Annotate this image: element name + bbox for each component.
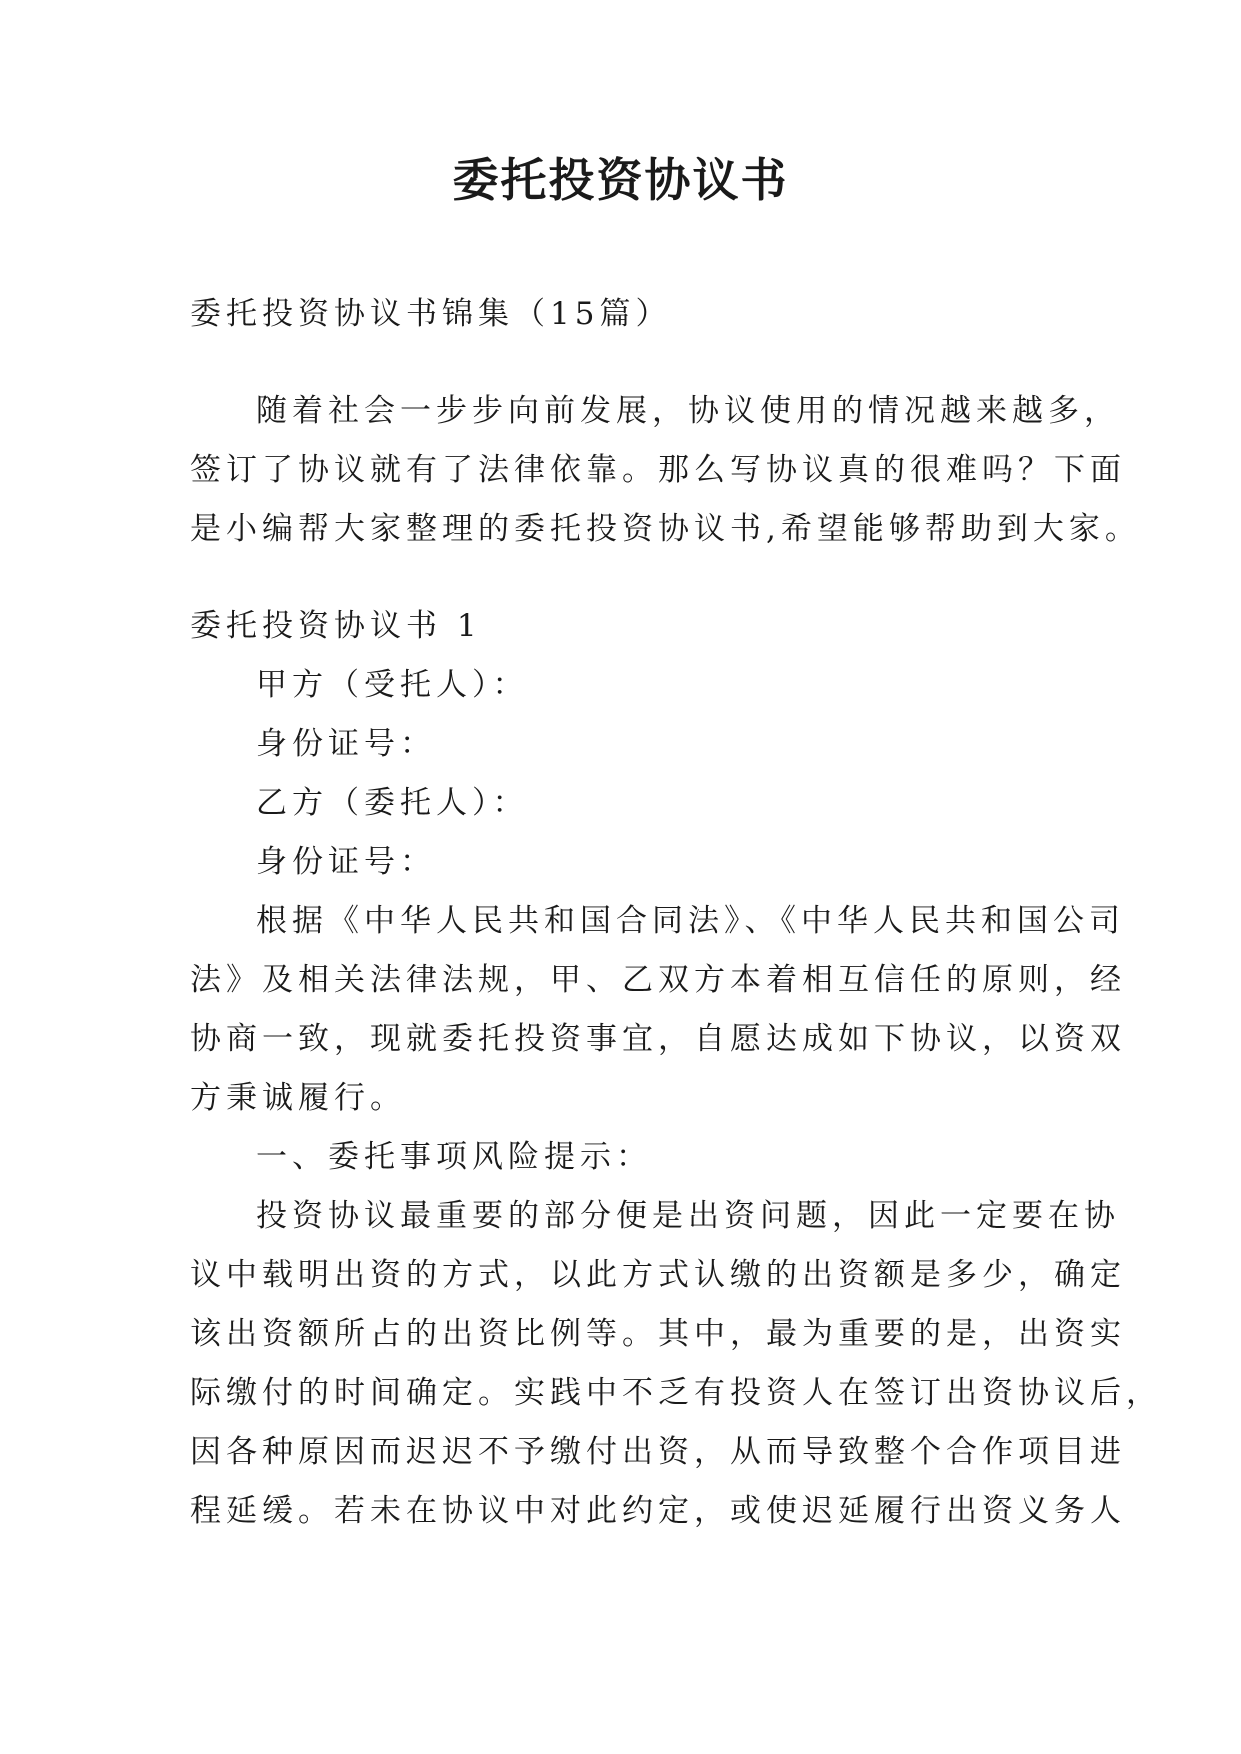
document-body xyxy=(190,285,1162,1541)
intro-line: 是小编帮大家整理的委托投资协议书,希望能够帮助到大家。 xyxy=(190,511,1141,547)
risk-line: 因各种原因而迟迟不予缴付出资，从而导致整个合作项目进 xyxy=(190,1434,1126,1470)
intro-paragraph xyxy=(190,382,1141,559)
risk-paragraph xyxy=(190,1187,1162,1541)
party-a-label: 甲方（受托人）： xyxy=(256,667,529,703)
risk-heading: 一、委托事项风险提示： xyxy=(256,1139,652,1175)
section-1 xyxy=(190,597,1162,1541)
basis-line: 协商一致，现就委托投资事宜，自愿达成如下协议，以资双 xyxy=(190,1021,1126,1057)
basis-line: 法》及相关法律法规，甲、乙双方本着相互信任的原则，经 xyxy=(190,962,1126,998)
intro-line: 随着社会一步步向前发展，协议使用的情况越来越多， xyxy=(256,393,1120,429)
document-subtitle: 委托投资协议书锦集（15篇） xyxy=(190,296,672,332)
risk-line: 议中载明出资的方式，以此方式认缴的出资额是多少，确定 xyxy=(190,1257,1126,1293)
risk-line: 程延缓。若未在协议中对此约定，或使迟延履行出资义务人 xyxy=(190,1493,1126,1529)
basis-line: 根据《中华人民共和国合同法》、《中华人民共和国公司 xyxy=(256,903,1125,939)
intro-line: 签订了协议就有了法律依靠。那么写协议真的很难吗？下面 xyxy=(190,452,1126,488)
basis-paragraph xyxy=(190,892,1126,1128)
basis-line: 方秉诚履行。 xyxy=(190,1080,406,1116)
risk-line: 该出资额所占的出资比例等。其中，最为重要的是，出资实 xyxy=(190,1316,1126,1352)
risk-line: 投资协议最重要的部分便是出资问题，因此一定要在协 xyxy=(256,1198,1120,1234)
section-heading: 委托投资协议书 1 xyxy=(190,608,482,644)
party-a-id-label: 身份证号： xyxy=(256,726,436,762)
party-b-label: 乙方（委托人）： xyxy=(256,785,529,821)
risk-line: 际缴付的时间确定。实践中不乏有投资人在签订出资协议后， xyxy=(190,1375,1162,1411)
party-b-id-label: 身份证号： xyxy=(256,844,436,880)
document-title: 委托投资协议书 xyxy=(452,153,789,207)
